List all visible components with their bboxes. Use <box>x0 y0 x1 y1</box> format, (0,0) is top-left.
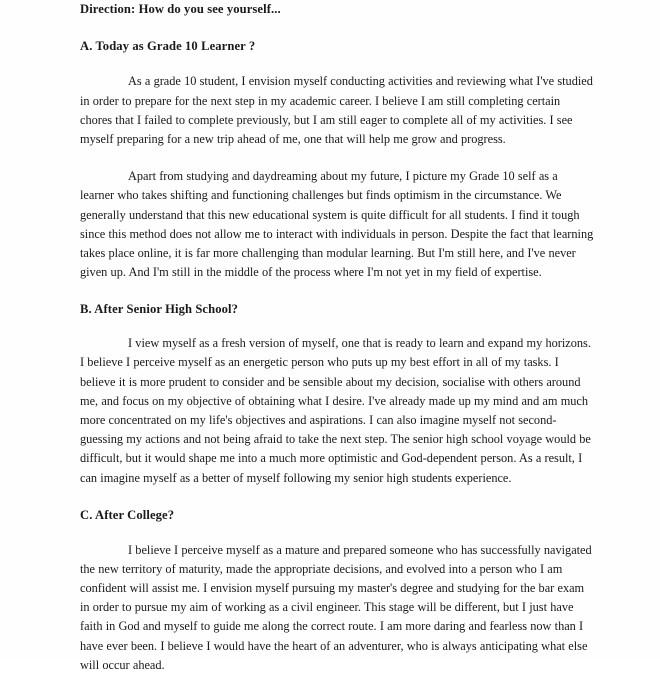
section-heading-b: B. After Senior High School? <box>80 301 239 316</box>
section-a-paragraph-2: Apart from studying and daydreaming about my future, I picture my Grade 10 self as a learner who takes shifting and functioning challenges but finds optimism in the circumstance. We generally understand that this new educational system is quite difficult for all students. I find it tough since this method does not allow me to interact with individuals in person. Despite the fact that learning takes place online, it is far more challenging than modular learning. But I'm still here, and I've never given up. And I'm still in the middle of the process where I'm not yet in my field of expertise. <box>80 169 594 280</box>
spacer <box>80 488 595 508</box>
section-b-paragraph-1: I view myself as a fresh version of myself, one that is ready to learn and expand my horizons. I believe I perceive myself as an energetic person who puts up my best effort in all of my tasks. I believe it is more prudent to consider and be sensible about my decision, socialise with others around me, and focus on my objective of obtaining what I desire. I've already made up my mind and am much more concentrated on my life's objectives and aspirations. I can also imagine myself not second-guessing my actions and not being afraid to take the next step. The senior high school voyage would be difficult, but it would shape me into a much more optimistic and God-dependent person. As a result, I can imagine myself as a better of myself following my senior high students experience. <box>80 336 591 485</box>
spacer <box>80 283 595 302</box>
document-body <box>80 0 595 675</box>
spacer <box>80 149 595 167</box>
spacer <box>80 54 595 72</box>
section-c-paragraph-1: I believe I perceive myself as a mature and prepared someone who has successfully navigated the new territory of maturity, made the appropriate decisions, and evolved into a person who I am confident will assist me. I envision myself pursuing my master's degree and studying for the bar exam in order to pursue my aim of working as a civil engineer. This stage will be different, but I just have faith in God and myself to guide me along the correct route. I am more daring and fearless now than I have ever been. I believe I would have the heart of an adventurer, who is always anticipating what else will occur ahead. <box>80 542 592 672</box>
spacer <box>80 524 595 541</box>
spacer <box>80 317 595 334</box>
spacer <box>80 18 595 39</box>
direction-line: Direction: How do you see yourself... <box>80 2 281 16</box>
section-a-paragraph-1: As a grade 10 student, I envision myself conducting activities and reviewing what I've studied in order to prepare for the next step in my academic career. I believe I am still completing certain chores that I failed to complete previously, but I am still eager to complete all of my activities. I see myself preparing for a new trip ahead of me, one that will help me grow and progress. <box>80 74 593 147</box>
section-heading-c: C. After College? <box>80 507 175 522</box>
section-heading-a: A. Today as Grade 10 Learner ? <box>80 38 256 53</box>
